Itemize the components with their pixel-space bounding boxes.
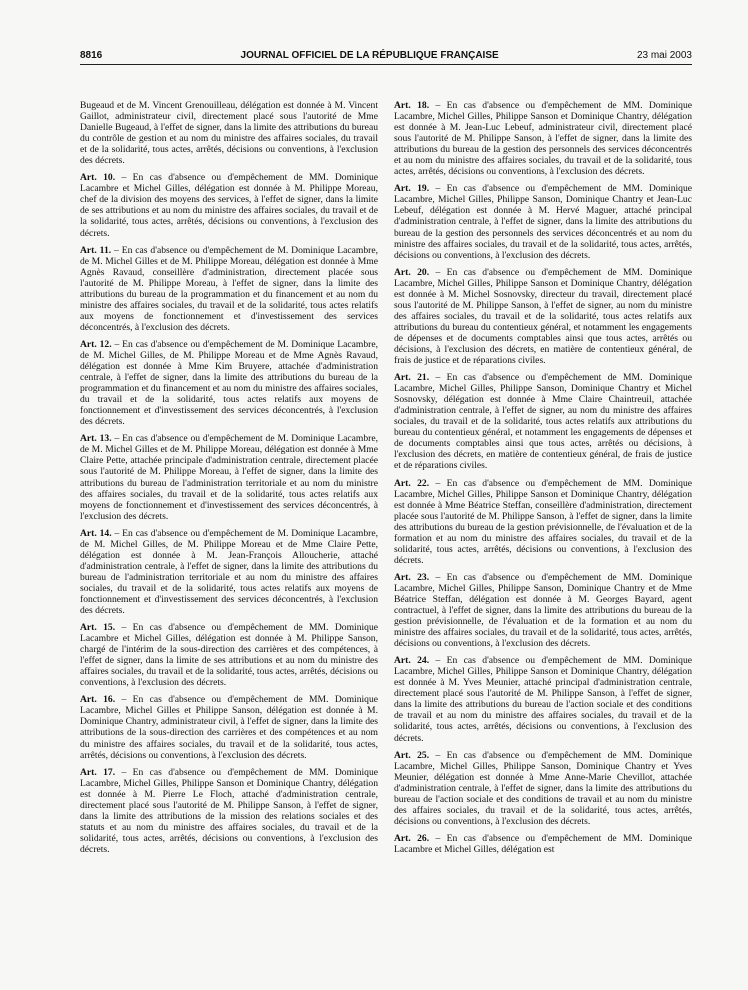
page-number: 8816 <box>80 50 103 61</box>
article-label: Art. 19. <box>394 183 430 195</box>
article-text: Bugeaud et de M. Vincent Grenouilleau, délégation est donnée à M. Vincent Gaillot, administrateur civil, directement placé sous l'autorité de Mme Danielle Bugeaud, à l'effet de signer, dans la limite des attributions du bureau du contrôle de gestion et au nom du ministre des affaires sociales, du travail et de la solidarité, tous actes, arrêtés, décisions ou conventions, à l'exclusion des décrets. <box>80 100 378 167</box>
article-label: Art. 23. <box>394 571 430 583</box>
article-label: Art. 16. <box>80 694 116 706</box>
article-text: – En cas d'absence ou d'empêchement de MM. Dominique Lacambre, Michel Gilles, Philippe Sanson et Dominique Chantry, délégation est donnée à M. Jean-Luc Lebeuf, administrateur civil, directement placé sous l'autorité de M. Philippe Sanson, à l'effet de signer, dans la limite des attributions du bureau de la gestion des personnels des services déconcentrés et au nom du ministre des affaires sociales, du travail et de la solidarité, tous actes, arrêtés, décisions ou conventions, à l'exclusion des décrets. <box>394 100 692 178</box>
article-text: – En cas d'absence ou d'empêchement de MM. Dominique Lacambre, Michel Gilles, Philippe Sanson et Dominique Chantry, délégation est donnée à M. Michel Sosnovsky, directeur du travail, directement placé sous l'autorité de M. Philippe Sanson, à l'effet de signer, au nom du ministre des affaires sociales, du travail et de la solidarité, tous actes relatifs aux attributions du bureau du contentieux général, et notamment les engagements de dépenses et de documents comptables ainsi que tous actes, arrêtés ou décisions, à l'exclusion des décrets, en matière de contentieux général, de frais de justice et de réparations civiles. <box>394 266 692 367</box>
article-text: – En cas d'absence ou d'empêchement de MM. Dominique Lacambre, Michel Gilles, Philippe Sanson, Dominique Chantry et Jean-Luc Lebeuf, délégation est donnée à M. Hervé Maguer, attaché principal d'administration centrale, à l'effet de signer, dans la limite des attributions du bureau de la gestion des personnels des services déconcentrés et au nom du ministre des affaires sociales, du travail et de la solidarité, tous actes, arrêtés, décisions ou conventions, à l'exclusion des décrets. <box>394 183 692 261</box>
article-text: – En cas d'absence ou d'empêchement de MM. Dominique Lacambre, Michel Gilles, Philippe Sanson, Dominique Chantry et Yves Meunier, délégation est donnée à Mme Anne-Marie Chevillot, attachée d'administration centrale, à l'effet de signer, dans la limite des attributions du bureau de l'action sociale et des conditions de travail et au nom du ministre des affaires sociales, du travail et de la solidarité, tous actes, arrêtés, décisions ou conventions, à l'exclusion des décrets. <box>394 749 692 827</box>
article-label: Art. 25. <box>394 749 430 761</box>
article-label: Art. 26. <box>394 832 430 844</box>
article-paragraph <box>394 183 692 260</box>
article-text: – En cas d'absence ou d'empêchement de MM. Dominique Lacambre, Michel Gilles et Philippe Sanson, délégation est donnée à M. Dominique Chantry, administrateur civil, à l'effet de signer, dans la limite des attributions de la sous-direction des carrières et des compétences et au nom du ministre des affaires sociales, du travail et de la solidarité, tous actes, arrêtés, décisions ou conventions, à l'exclusion des décrets. <box>80 694 378 761</box>
article-text: – En cas d'absence ou d'empêchement de MM. Dominique Lacambre et Michel Gilles, délégation est <box>394 832 692 855</box>
article-text: – En cas d'absence ou d'empêchement de MM. Dominique Lacambre et Michel Gilles, délégation est donnée à M. Philippe Sanson, chargé de l'intérim de la sous-direction des carrières et des compétences, à l'effet de signer, dans la limite de ses attributions et au nom du ministre des affaires sociales, du travail et de la solidarité, tous actes, arrêtés, décisions ou conventions, à l'exclusion des décrets. <box>80 622 378 689</box>
journal-title: JOURNAL OFFICIEL DE LA RÉPUBLIQUE FRANÇAISE <box>240 50 499 61</box>
left-column <box>80 100 378 972</box>
article-paragraph <box>80 172 378 238</box>
article-paragraph <box>394 100 692 177</box>
article-label: Art. 12. <box>80 338 112 350</box>
article-columns <box>80 100 692 972</box>
article-paragraph <box>394 267 692 366</box>
article-label: Art. 13. <box>80 433 112 445</box>
article-paragraph <box>394 655 692 743</box>
article-label: Art. 22. <box>394 477 430 489</box>
article-paragraph <box>80 767 378 855</box>
article-label: Art. 17. <box>80 766 116 778</box>
article-paragraph <box>394 750 692 827</box>
article-label: Art. 24. <box>394 655 430 667</box>
article-label: Art. 18. <box>394 100 430 111</box>
article-text: – En cas d'absence ou d'empêchement de MM. Dominique Lacambre, Michel Gilles, Philippe Sanson et Dominique Chantry, délégation est donnée à M. Yves Meunier, attaché principal d'administration centrale, directement placé sous l'autorité de M. Philippe Sanson, à l'effet de signer, dans la limite des attributions du bureau de l'action sociale et des conditions de travail et au nom du ministre des affaires sociales, du travail et de la solidarité, tous actes, arrêtés, décisions ou conventions, à l'exclusion des décrets. <box>394 655 692 744</box>
article-paragraph <box>80 339 378 427</box>
article-paragraph <box>394 478 692 566</box>
article-paragraph <box>80 433 378 521</box>
article-paragraph <box>394 372 692 471</box>
article-paragraph <box>80 622 378 688</box>
article-text: – En cas d'absence ou d'empêchement de M. Dominique Lacambre, de M. Michel Gilles et de M. Philippe Moreau, délégation est donnée à Mme Claire Pette, attachée principale d'administration centrale, directement placée sous l'autorité de M. Philippe Moreau, à l'effet de signer, dans la limite des attributions du bureau de l'administration territoriale et au nom du ministre des affaires sociales, du travail et de la solidarité, tous actes relatifs aux moyens de fonctionnement et d'investissement des services déconcentrés, à l'exclusion des décrets. <box>80 433 378 522</box>
page-header <box>80 50 692 65</box>
article-text: – En cas d'absence ou d'empêchement de MM. Dominique Lacambre, Michel Gilles, Philippe Sanson, Dominique Chantry et Michel Sosnovsky, délégation est donnée à Mme Claire Chaintreuil, attachée d'administration centrale, à l'effet de signer, au nom du ministre des affaires sociales, du travail et de la solidarité, tous actes relatifs aux attributions du bureau du contentieux général, et notamment les engagements de dépenses et de documents comptables ainsi que tous actes, arrêtés ou décisions, à l'exclusion des décrets, en matière de contentieux général, de frais de justice et de réparations civiles. <box>394 372 692 472</box>
article-paragraph <box>80 100 378 166</box>
article-label: Art. 20. <box>394 266 430 278</box>
right-column <box>394 100 692 972</box>
article-paragraph <box>394 572 692 649</box>
article-text: – En cas d'absence ou d'empêchement de M. Dominique Lacambre, de M. Michel Gilles, de M. Philippe Moreau et de Mme Claire Pette, délégation est donnée à M. Jean-François Alloucherie, attaché d'administration centrale, à l'effet de signer, dans la limite des attributions du bureau de l'administration territoriale et au nom du ministre des affaires sociales, du travail et de la solidarité, tous actes relatifs aux moyens de fonctionnement et d'investissement des services déconcentrés, à l'exclusion des décrets. <box>80 527 378 617</box>
article-text: – En cas d'absence ou d'empêchement de MM. Dominique Lacambre, Michel Gilles, Philippe Sanson et Dominique Chantry, délégation est donnée à M. Pierre Le Floch, attaché d'administration centrale, directement placé sous l'autorité de M. Philippe Sanson, à l'effet de signer, dans la limite des attributions de la mission des relations sociales et des statuts et au nom du ministre des affaires sociales, du travail et de la solidarité, tous actes, arrêtés, décisions ou conventions, à l'exclusion des décrets. <box>80 766 378 855</box>
article-label: Art. 11. <box>80 244 112 256</box>
article-label: Art. 15. <box>80 622 116 634</box>
article-label: Art. 21. <box>394 372 430 384</box>
article-label: Art. 14. <box>80 527 112 539</box>
article-label: Art. 10. <box>80 172 116 184</box>
article-text: – En cas d'absence ou d'empêchement de MM. Dominique Lacambre et Michel Gilles, délégation est donnée à M. Philippe Moreau, chef de la division des moyens des services, à l'effet de signer, dans la limite de ses attributions et au nom du ministre des affaires sociales, du travail et de la solidarité, tous actes, arrêtés, décisions ou conventions, à l'exclusion des décrets. <box>80 172 378 239</box>
article-text: – En cas d'absence ou d'empêchement de MM. Dominique Lacambre, Michel Gilles, Philippe Sanson, Dominique Chantry et de Mme Béatrice Steffan, délégation est donnée à M. Georges Bayard, agent contractuel, à l'effet de signer, dans la limite des attributions du bureau de la gestion prévisionnelle, de l'évaluation et de la formation et au nom du ministre des affaires sociales, du travail et de la solidarité, tous actes, arrêtés, décisions ou conventions, à l'exclusion des décrets. <box>394 571 692 650</box>
article-paragraph <box>80 245 378 333</box>
article-paragraph <box>80 694 378 760</box>
article-text: – En cas d'absence ou d'empêchement de M. Dominique Lacambre, de M. Michel Gilles, de M. Philippe Moreau et de Mme Agnès Ravaud, délégation est donnée à Mme Kim Bruyere, attachée d'administration centrale, à l'effet de signer, dans la limite des attributions du bureau de la programmation et du financement et au nom du ministre des affaires sociales, du travail et de la solidarité, tous actes relatifs aux moyens de fonctionnement et d'investissement des services déconcentrés, à l'exclusion des décrets. <box>80 338 378 428</box>
article-text: – En cas d'absence ou d'empêchement de MM. Dominique Lacambre, Michel Gilles, Philippe Sanson et Dominique Chantry, délégation est donnée à Mme Béatrice Steffan, conseillère d'administration, directement placée sous l'autorité de M. Philippe Sanson, à l'effet de signer, dans la limite des attributions du bureau de la gestion prévisionnelle, de l'évaluation et de la formation et au nom du ministre des affaires sociales, du travail et de la solidarité, tous actes, arrêtés, décisions ou conventions, à l'exclusion des décrets. <box>394 477 692 566</box>
article-paragraph <box>394 833 692 855</box>
article-text: – En cas d'absence ou d'empêchement de M. Dominique Lacambre, de M. Michel Gilles et de M. Philippe Moreau, délégation est donnée à Mme Agnès Ravaud, conseillère d'administration, directement placée sous l'autorité de M. Philippe Moreau, à l'effet de signer, dans la limite des attributions du bureau de la programmation et du financement et au nom du ministre des affaires sociales, du travail et de la solidarité, tous actes relatifs aux moyens de fonctionnement et d'investissement des services déconcentrés, à l'exclusion des décrets. <box>80 244 378 333</box>
article-paragraph <box>80 528 378 616</box>
publication-date: 23 mai 2003 <box>636 50 692 61</box>
